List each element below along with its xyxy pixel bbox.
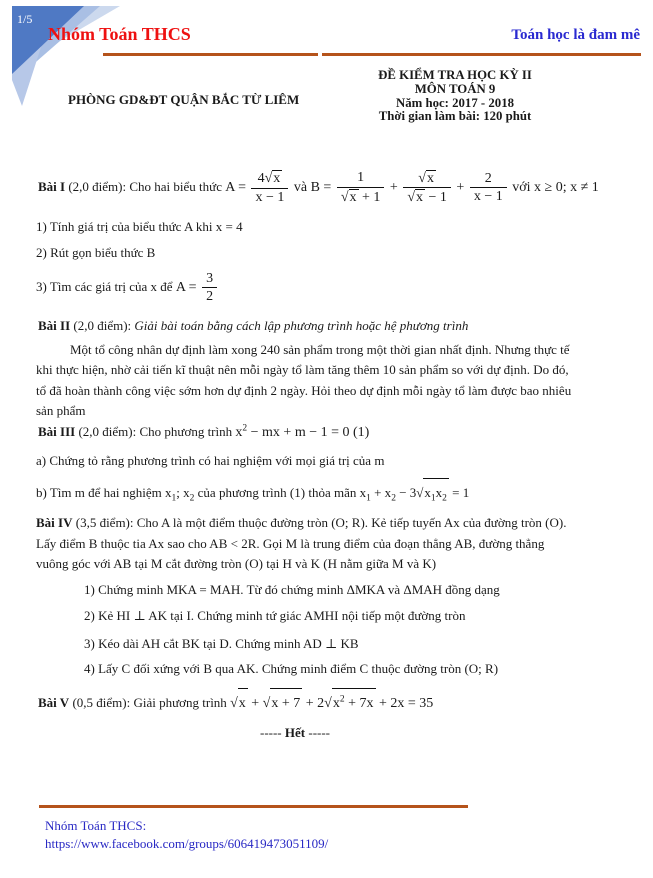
paragraph-line: tổ đã hoàn thành công việc sớm hơn dự định 2 ngày. Hỏi theo dự định mỗi ngày tổ làm được bao nhiêu: [36, 382, 572, 398]
problem-4-item-1: 1) Chứng minh MKA = MAH. Từ đó chứng minh ΔMKA và ΔMAH đồng dạng: [84, 582, 500, 597]
problem-1-intro: (2,0 điểm): Cho hai biểu thức: [65, 179, 226, 194]
problem-3-item-b: b) Tìm m để hai nghiệm $x_1$; $x_2$ của phương trình (1) thỏa mãn $x_1 + x_2 - 3√x_1x_2 = 1$: [36, 478, 469, 506]
exam-title-line-4: Thời gian làm bài: 120 phút: [378, 109, 532, 124]
problem-5-label: Bài V: [38, 695, 70, 710]
brand-slogan: Toán học là đam mê: [511, 27, 640, 43]
department-name: PHÒNG GD&ĐT QUẬN BẮC TỪ LIÊM: [68, 92, 300, 107]
paragraph-line: vuông góc với AB tại M cắt đường tròn (O) tại H và K (H nằm giữa M và K): [36, 556, 437, 571]
problem-5-heading: [38, 688, 433, 718]
brand-title: Nhóm Toán THCS: [48, 24, 191, 44]
footer-block: [45, 817, 328, 852]
problem-3-intro: (2,0 điểm): Cho phương trình: [75, 424, 236, 439]
problem-2-intro: (2,0 điểm):: [70, 318, 135, 333]
problem-2-paragraph: [36, 340, 571, 422]
problem-3-formula: $x^2$ − mx + m − 1 = 0 (1): [235, 423, 370, 440]
problem-4-item-3: 3) Kéo dài AH cắt BK tại D. Chứng minh AD ⊥ KB: [84, 636, 359, 651]
facebook-link[interactable]: https://www.facebook.com/groups/606419473051109/: [45, 835, 329, 851]
header-rule-right: [322, 53, 641, 56]
problem-1-item-2: 2) Rút gọn biểu thức B: [36, 245, 156, 260]
problem-1-item-1: 1) Tính giá trị của biểu thức A khi x = 4: [36, 219, 243, 234]
problem-5-formula: $√x + √x + 7 + 2√x^2 + 7x + 2x = 35$: [230, 696, 433, 711]
problem-1-formula: A = $\frac{4√x}{x - 1}$ và B = $\frac{1}{√x + 1}$ + $\frac{√x}{√x - 1}$ + $\frac{2}{x - 1}$ với x ≥ 0; x ≠ 1: [225, 170, 599, 206]
problem-5-intro: (0,5 điểm): Giải phương trình: [69, 695, 231, 710]
problem-1-item-3: [36, 269, 219, 305]
problem-4-item-2: 2) Kẻ HI ⊥ AK tại I. Chứng minh tứ giác AMHI nội tiếp một đường tròn: [84, 608, 466, 623]
end-marker: ----- Hết -----: [259, 725, 331, 740]
problem-1-heading: [38, 161, 599, 213]
problem-1-item-3-text: 3) Tìm các giá trị của x để: [36, 279, 176, 294]
exam-title-line-2: MÔN TOÁN 9: [414, 81, 496, 96]
problem-3-heading: [38, 424, 369, 441]
problem-4-paragraph: [36, 513, 566, 575]
problem-2-label: Bài II: [38, 318, 71, 333]
header-rule-left: [103, 53, 318, 56]
problem-1-label: Bài I: [38, 179, 66, 194]
problem-3-item-a: a) Chứng tỏ rằng phương trình có hai nghiệm với mọi giá trị của m: [36, 453, 385, 468]
page-number-badge: 1/5: [17, 12, 33, 26]
problem-4-label: Bài IV: [36, 515, 73, 530]
footer-group-label: Nhóm Toán THCS:: [45, 818, 147, 833]
paragraph-line: sản phẩm: [36, 403, 86, 419]
paragraph-line: khi thực hiện, nhờ cải tiến kĩ thuật nên mỗi ngày tổ làm tăng thêm 10 sản phẩm so với dự định. Do đó,: [36, 362, 569, 378]
exam-title-line-3: Năm học: 2017 - 2018: [395, 95, 514, 110]
paragraph-line: Lấy điểm B thuộc tia Ax sao cho AB < 2R. Gọi M là trung điểm của đoạn thẳng AB, đường thẳng: [36, 535, 545, 551]
exam-title-line-1: ĐỀ KIỂM TRA HỌC KỲ II: [378, 68, 532, 82]
problem-2-intro-italic: Giải bài toán bằng cách lập phương trình hoặc hệ phương trình: [134, 318, 469, 333]
problem-2-heading: [38, 318, 468, 334]
problem-1-item-3-formula: A = $\frac{3}{2}$: [176, 280, 219, 295]
problem-4-item-4: 4) Lấy C đối xứng với B qua AK. Chứng minh điểm C thuộc đường tròn (O; R): [84, 661, 499, 676]
paragraph-line: Một tổ công nhân dự định làm xong 240 sản phẩm trong một thời gian nhất định. Nhưng thực tế: [70, 342, 570, 357]
problem-3-label: Bài III: [38, 424, 76, 439]
footer-rule: [39, 805, 468, 808]
paragraph-line: Bài IV (3,5 điểm): Cho A là một điểm thuộc đường tròn (O; R). Kẻ tiếp tuyến Ax của đường tròn (O).: [36, 515, 567, 530]
exam-title-block: [337, 69, 573, 124]
